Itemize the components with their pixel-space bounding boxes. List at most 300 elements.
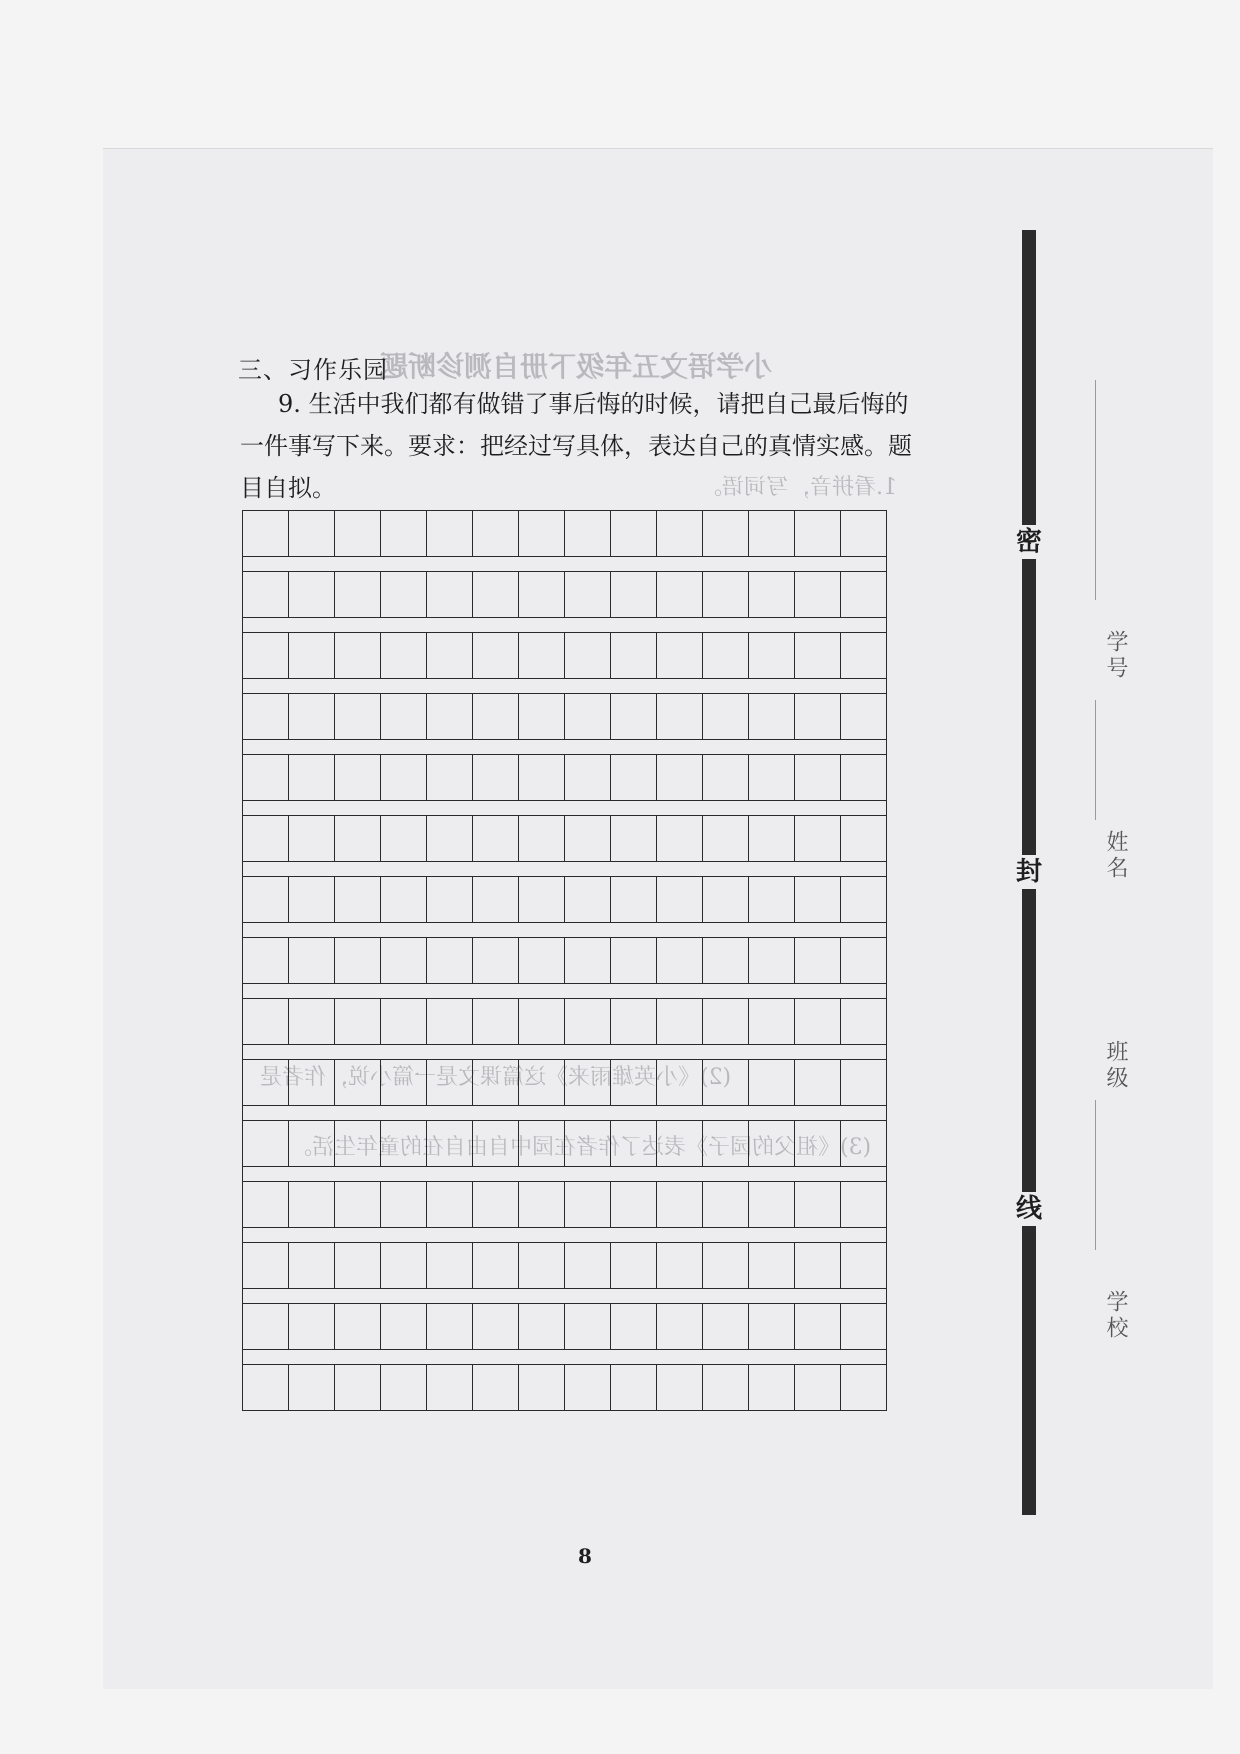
- grid-cell[interactable]: [289, 511, 335, 557]
- grid-cell[interactable]: [841, 938, 887, 984]
- grid-cell[interactable]: [473, 999, 519, 1045]
- grid-gap-cell: [611, 1289, 657, 1304]
- grid-gap-cell: [519, 618, 565, 633]
- grid-cell[interactable]: [703, 633, 749, 679]
- grid-gap-cell: [289, 1167, 335, 1182]
- grid-cell[interactable]: [703, 816, 749, 862]
- grid-gap-cell: [289, 1289, 335, 1304]
- grid-cell[interactable]: [335, 1304, 381, 1350]
- grid-cell[interactable]: [473, 633, 519, 679]
- grid-gap-cell: [703, 923, 749, 938]
- grid-cell[interactable]: [381, 938, 427, 984]
- grid-gap-cell: [335, 862, 381, 877]
- grid-gap-cell: [381, 1350, 427, 1365]
- grid-cell[interactable]: [381, 1121, 427, 1167]
- grid-cell[interactable]: [473, 1121, 519, 1167]
- grid-cell[interactable]: [519, 938, 565, 984]
- grid-cell[interactable]: [565, 1060, 611, 1106]
- grid-cell[interactable]: [519, 572, 565, 618]
- grid-cell[interactable]: [519, 816, 565, 862]
- grid-cell[interactable]: [335, 1243, 381, 1289]
- grid-cell[interactable]: [243, 755, 289, 801]
- grid-cell[interactable]: [795, 999, 841, 1045]
- grid-cell[interactable]: [611, 1365, 657, 1411]
- grid-cell[interactable]: [611, 1182, 657, 1228]
- grid-cell[interactable]: [427, 1182, 473, 1228]
- side-field-name: 姓名: [1103, 830, 1128, 882]
- grid-cell[interactable]: [427, 1243, 473, 1289]
- grid-gap-cell: [519, 679, 565, 694]
- grid-cell[interactable]: [289, 1121, 335, 1167]
- grid-cell[interactable]: [657, 1121, 703, 1167]
- grid-gap-cell: [289, 862, 335, 877]
- grid-gap-cell: [611, 1045, 657, 1060]
- grid-cell[interactable]: [795, 816, 841, 862]
- grid-cell[interactable]: [243, 511, 289, 557]
- grid-gap-cell: [335, 557, 381, 572]
- grid-gap-cell: [335, 923, 381, 938]
- grid-cell[interactable]: [565, 572, 611, 618]
- grid-gap-cell: [749, 740, 795, 755]
- grid-cell[interactable]: [749, 694, 795, 740]
- grid-gap-cell: [795, 801, 841, 816]
- grid-gap-cell: [841, 618, 887, 633]
- grid-gap-cell: [795, 1106, 841, 1121]
- grid-cell[interactable]: [657, 816, 703, 862]
- grid-cell[interactable]: [703, 999, 749, 1045]
- grid-gap-cell: [703, 1045, 749, 1060]
- grid-cell[interactable]: [427, 633, 473, 679]
- grid-cell[interactable]: [335, 816, 381, 862]
- grid-cell[interactable]: [749, 938, 795, 984]
- grid-gap-cell: [565, 740, 611, 755]
- grid-gap-cell: [795, 1045, 841, 1060]
- grid-cell[interactable]: [565, 816, 611, 862]
- grid-cell[interactable]: [243, 938, 289, 984]
- grid-cell[interactable]: [381, 877, 427, 923]
- grid-cell[interactable]: [611, 755, 657, 801]
- grid-cell[interactable]: [841, 755, 887, 801]
- grid-cell[interactable]: [795, 511, 841, 557]
- grid-cell[interactable]: [703, 1243, 749, 1289]
- grid-cell[interactable]: [519, 694, 565, 740]
- grid-cell[interactable]: [335, 1060, 381, 1106]
- grid-cell[interactable]: [749, 1182, 795, 1228]
- grid-gap-cell: [427, 1167, 473, 1182]
- grid-cell[interactable]: [427, 572, 473, 618]
- grid-row: [243, 755, 887, 801]
- grid-cell[interactable]: [243, 1121, 289, 1167]
- grid-gap-cell: [795, 923, 841, 938]
- grid-cell[interactable]: [565, 633, 611, 679]
- grid-cell[interactable]: [703, 511, 749, 557]
- grid-gap-cell: [841, 1289, 887, 1304]
- grid-row: [243, 938, 887, 984]
- grid-cell[interactable]: [795, 1304, 841, 1350]
- grid-cell[interactable]: [243, 1243, 289, 1289]
- grid-gap-cell: [565, 1167, 611, 1182]
- grid-cell[interactable]: [427, 816, 473, 862]
- grid-cell[interactable]: [243, 1060, 289, 1106]
- grid-gap-cell: [519, 1045, 565, 1060]
- grid-cell[interactable]: [795, 938, 841, 984]
- grid-cell[interactable]: [841, 633, 887, 679]
- grid-gap-cell: [519, 1228, 565, 1243]
- grid-row: [243, 877, 887, 923]
- grid-cell[interactable]: [841, 572, 887, 618]
- grid-cell[interactable]: [841, 999, 887, 1045]
- grid-cell[interactable]: [657, 572, 703, 618]
- grid-gap-cell: [381, 679, 427, 694]
- grid-gap-cell: [611, 801, 657, 816]
- grid-cell[interactable]: [841, 1243, 887, 1289]
- grid-gap-cell: [703, 618, 749, 633]
- grid-cell[interactable]: [657, 999, 703, 1045]
- grid-gap-cell: [749, 862, 795, 877]
- grid-gap-cell: [749, 1289, 795, 1304]
- grid-gap-cell: [703, 1350, 749, 1365]
- grid-cell[interactable]: [473, 1365, 519, 1411]
- grid-cell[interactable]: [657, 511, 703, 557]
- grid-cell[interactable]: [611, 1060, 657, 1106]
- grid-cell[interactable]: [565, 938, 611, 984]
- grid-cell[interactable]: [289, 633, 335, 679]
- grid-cell[interactable]: [427, 999, 473, 1045]
- grid-cell[interactable]: [243, 633, 289, 679]
- grid-cell[interactable]: [381, 694, 427, 740]
- grid-cell[interactable]: [473, 816, 519, 862]
- grid-cell[interactable]: [427, 1060, 473, 1106]
- grid-cell[interactable]: [519, 511, 565, 557]
- grid-cell[interactable]: [611, 1243, 657, 1289]
- grid-cell[interactable]: [519, 633, 565, 679]
- grid-cell[interactable]: [611, 938, 657, 984]
- grid-cell[interactable]: [657, 938, 703, 984]
- grid-cell[interactable]: [749, 1365, 795, 1411]
- grid-cell[interactable]: [795, 755, 841, 801]
- grid-cell[interactable]: [795, 572, 841, 618]
- grid-cell[interactable]: [611, 877, 657, 923]
- grid-gap-cell: [381, 862, 427, 877]
- grid-cell[interactable]: [335, 633, 381, 679]
- grid-cell[interactable]: [473, 1243, 519, 1289]
- grid-gap-cell: [749, 1167, 795, 1182]
- grid-gap-cell: [795, 984, 841, 999]
- grid-cell[interactable]: [427, 511, 473, 557]
- grid-cell[interactable]: [519, 755, 565, 801]
- grid-cell[interactable]: [795, 877, 841, 923]
- grid-gap-cell: [749, 1106, 795, 1121]
- grid-gap-cell: [611, 618, 657, 633]
- grid-cell[interactable]: [841, 1182, 887, 1228]
- grid-cell[interactable]: [703, 1182, 749, 1228]
- grid-cell[interactable]: [473, 1304, 519, 1350]
- binding-char-seal: 封: [1012, 855, 1046, 889]
- grid-cell[interactable]: [427, 755, 473, 801]
- grid-cell[interactable]: [611, 572, 657, 618]
- grid-cell[interactable]: [335, 877, 381, 923]
- grid-cell[interactable]: [611, 816, 657, 862]
- grid-cell[interactable]: [749, 1243, 795, 1289]
- grid-gap-cell: [427, 1228, 473, 1243]
- grid-cell[interactable]: [519, 999, 565, 1045]
- grid-cell[interactable]: [519, 877, 565, 923]
- grid-cell[interactable]: [519, 1182, 565, 1228]
- grid-cell[interactable]: [657, 1182, 703, 1228]
- grid-cell[interactable]: [841, 877, 887, 923]
- grid-cell[interactable]: [841, 1121, 887, 1167]
- grid-cell[interactable]: [611, 999, 657, 1045]
- grid-cell[interactable]: [289, 1243, 335, 1289]
- grid-cell[interactable]: [381, 999, 427, 1045]
- grid-cell[interactable]: [657, 755, 703, 801]
- grid-gap-cell: [657, 801, 703, 816]
- grid-row-gap: [243, 1167, 887, 1182]
- grid-cell[interactable]: [703, 694, 749, 740]
- grid-gap-cell: [841, 1045, 887, 1060]
- grid-cell[interactable]: [335, 1365, 381, 1411]
- grid-cell[interactable]: [473, 755, 519, 801]
- grid-gap-cell: [841, 557, 887, 572]
- grid-row: [243, 816, 887, 862]
- grid-cell[interactable]: [473, 694, 519, 740]
- grid-gap-cell: [381, 618, 427, 633]
- grid-cell[interactable]: [565, 755, 611, 801]
- grid-cell[interactable]: [841, 1060, 887, 1106]
- grid-gap-cell: [657, 740, 703, 755]
- grid-cell[interactable]: [657, 877, 703, 923]
- grid-cell[interactable]: [289, 572, 335, 618]
- grid-cell[interactable]: [473, 877, 519, 923]
- grid-cell[interactable]: [749, 572, 795, 618]
- grid-cell[interactable]: [795, 1365, 841, 1411]
- grid-cell[interactable]: [289, 1060, 335, 1106]
- grid-cell[interactable]: [703, 755, 749, 801]
- grid-gap-cell: [749, 679, 795, 694]
- grid-gap-cell: [381, 1289, 427, 1304]
- grid-cell[interactable]: [473, 572, 519, 618]
- grid-cell[interactable]: [703, 1121, 749, 1167]
- grid-cell[interactable]: [289, 1365, 335, 1411]
- grid-cell[interactable]: [335, 999, 381, 1045]
- grid-cell[interactable]: [565, 1182, 611, 1228]
- grid-cell[interactable]: [611, 694, 657, 740]
- grid-gap-cell: [795, 1289, 841, 1304]
- grid-cell[interactable]: [335, 511, 381, 557]
- grid-cell[interactable]: [565, 1304, 611, 1350]
- grid-cell[interactable]: [795, 1121, 841, 1167]
- grid-cell[interactable]: [703, 938, 749, 984]
- grid-cell[interactable]: [703, 877, 749, 923]
- grid-cell[interactable]: [703, 572, 749, 618]
- grid-cell[interactable]: [381, 1304, 427, 1350]
- grid-cell[interactable]: [749, 755, 795, 801]
- grid-cell[interactable]: [565, 511, 611, 557]
- grid-cell[interactable]: [289, 1304, 335, 1350]
- grid-cell[interactable]: [611, 633, 657, 679]
- page-number: 8: [578, 1544, 592, 1568]
- grid-cell[interactable]: [473, 938, 519, 984]
- grid-cell[interactable]: [519, 1365, 565, 1411]
- grid-gap-cell: [565, 801, 611, 816]
- grid-cell[interactable]: [795, 694, 841, 740]
- grid-cell[interactable]: [381, 816, 427, 862]
- side-field-line: [1095, 380, 1096, 600]
- grid-cell[interactable]: [427, 938, 473, 984]
- side-field-line: [1095, 1100, 1096, 1250]
- grid-gap-cell: [749, 1350, 795, 1365]
- grid-cell[interactable]: [381, 1182, 427, 1228]
- grid-cell[interactable]: [381, 633, 427, 679]
- grid-cell[interactable]: [841, 816, 887, 862]
- grid-cell[interactable]: [243, 572, 289, 618]
- grid-cell[interactable]: [335, 938, 381, 984]
- grid-gap-cell: [289, 1045, 335, 1060]
- grid-cell[interactable]: [381, 1060, 427, 1106]
- grid-cell[interactable]: [381, 511, 427, 557]
- grid-gap-cell: [703, 557, 749, 572]
- grid-cell[interactable]: [335, 755, 381, 801]
- grid-cell[interactable]: [427, 694, 473, 740]
- grid-cell[interactable]: [749, 816, 795, 862]
- side-field-student-id: 学号: [1103, 630, 1128, 682]
- grid-cell[interactable]: [611, 511, 657, 557]
- grid-gap-cell: [427, 740, 473, 755]
- grid-cell[interactable]: [565, 694, 611, 740]
- grid-cell[interactable]: [749, 1121, 795, 1167]
- grid-cell[interactable]: [749, 633, 795, 679]
- grid-cell[interactable]: [749, 877, 795, 923]
- grid-row-gap: [243, 557, 887, 572]
- grid-cell[interactable]: [565, 1243, 611, 1289]
- grid-cell[interactable]: [243, 694, 289, 740]
- grid-gap-cell: [473, 1289, 519, 1304]
- grid-gap-cell: [565, 923, 611, 938]
- grid-gap-cell: [243, 1167, 289, 1182]
- composition-writing-grid[interactable]: [242, 510, 887, 1411]
- grid-gap-cell: [611, 679, 657, 694]
- grid-cell[interactable]: [381, 572, 427, 618]
- grid-cell[interactable]: [381, 1365, 427, 1411]
- grid-gap-cell: [427, 557, 473, 572]
- grid-cell[interactable]: [749, 999, 795, 1045]
- grid-gap-cell: [427, 1289, 473, 1304]
- grid-cell[interactable]: [243, 1182, 289, 1228]
- grid-cell[interactable]: [289, 877, 335, 923]
- grid-cell[interactable]: [427, 1121, 473, 1167]
- grid-gap-cell: [657, 923, 703, 938]
- grid-cell[interactable]: [519, 1243, 565, 1289]
- grid-cell[interactable]: [473, 511, 519, 557]
- grid-cell[interactable]: [519, 1121, 565, 1167]
- grid-gap-cell: [335, 801, 381, 816]
- grid-cell[interactable]: [335, 694, 381, 740]
- grid-cell[interactable]: [657, 1060, 703, 1106]
- grid-cell[interactable]: [243, 999, 289, 1045]
- grid-gap-cell: [427, 923, 473, 938]
- grid-cell[interactable]: [841, 1365, 887, 1411]
- grid-cell[interactable]: [289, 1182, 335, 1228]
- grid-cell[interactable]: [749, 511, 795, 557]
- grid-cell[interactable]: [749, 1060, 795, 1106]
- grid-cell[interactable]: [335, 1121, 381, 1167]
- grid-gap-cell: [795, 1350, 841, 1365]
- grid-cell[interactable]: [795, 1243, 841, 1289]
- grid-cell[interactable]: [427, 1365, 473, 1411]
- grid-gap-cell: [565, 1289, 611, 1304]
- grid-gap-cell: [289, 923, 335, 938]
- grid-cell[interactable]: [795, 1182, 841, 1228]
- grid-cell[interactable]: [473, 1182, 519, 1228]
- grid-cell[interactable]: [657, 1365, 703, 1411]
- grid-cell[interactable]: [289, 999, 335, 1045]
- grid-cell[interactable]: [565, 877, 611, 923]
- grid-cell[interactable]: [657, 1243, 703, 1289]
- bleed-through-line: (3)《祖父的园子》表达了作者在园中自由自在的童年生活。: [290, 1135, 872, 1160]
- grid-cell[interactable]: [427, 877, 473, 923]
- grid-cell[interactable]: [749, 1304, 795, 1350]
- grid-gap-cell: [657, 1228, 703, 1243]
- grid-cell[interactable]: [335, 572, 381, 618]
- grid-cell[interactable]: [473, 1060, 519, 1106]
- grid-cell[interactable]: [289, 755, 335, 801]
- grid-cell[interactable]: [657, 1304, 703, 1350]
- grid-cell[interactable]: [565, 999, 611, 1045]
- grid-cell[interactable]: [611, 1304, 657, 1350]
- grid-cell[interactable]: [289, 938, 335, 984]
- grid-row: [243, 572, 887, 618]
- grid-gap-cell: [657, 618, 703, 633]
- grid-cell[interactable]: [381, 755, 427, 801]
- grid-cell[interactable]: [243, 1304, 289, 1350]
- grid-cell[interactable]: [841, 694, 887, 740]
- grid-gap-cell: [381, 923, 427, 938]
- grid-cell[interactable]: [243, 816, 289, 862]
- grid-cell[interactable]: [841, 511, 887, 557]
- grid-cell[interactable]: [519, 1060, 565, 1106]
- grid-cell[interactable]: [243, 1365, 289, 1411]
- grid-gap-cell: [657, 1106, 703, 1121]
- grid-gap-cell: [841, 1167, 887, 1182]
- grid-cell[interactable]: [427, 1304, 473, 1350]
- grid-cell[interactable]: [703, 1060, 749, 1106]
- grid-cell[interactable]: [565, 1365, 611, 1411]
- grid-cell[interactable]: [795, 633, 841, 679]
- grid-cell[interactable]: [611, 1121, 657, 1167]
- grid-cell[interactable]: [289, 816, 335, 862]
- grid-cell[interactable]: [335, 1182, 381, 1228]
- grid-cell[interactable]: [657, 633, 703, 679]
- grid-cell[interactable]: [841, 1304, 887, 1350]
- grid-gap-cell: [335, 618, 381, 633]
- grid-cell[interactable]: [795, 1060, 841, 1106]
- grid-gap-cell: [657, 984, 703, 999]
- grid-cell[interactable]: [703, 1365, 749, 1411]
- grid-gap-cell: [795, 1228, 841, 1243]
- grid-cell[interactable]: [289, 694, 335, 740]
- grid-gap-cell: [473, 740, 519, 755]
- grid-cell[interactable]: [657, 694, 703, 740]
- grid-cell[interactable]: [243, 877, 289, 923]
- grid-cell[interactable]: [703, 1304, 749, 1350]
- grid-cell[interactable]: [381, 1243, 427, 1289]
- grid-gap-cell: [243, 740, 289, 755]
- grid-cell[interactable]: [565, 1121, 611, 1167]
- grid-gap-cell: [519, 1350, 565, 1365]
- grid-gap-cell: [335, 1228, 381, 1243]
- grid-cell[interactable]: [519, 1304, 565, 1350]
- grid-gap-cell: [841, 1350, 887, 1365]
